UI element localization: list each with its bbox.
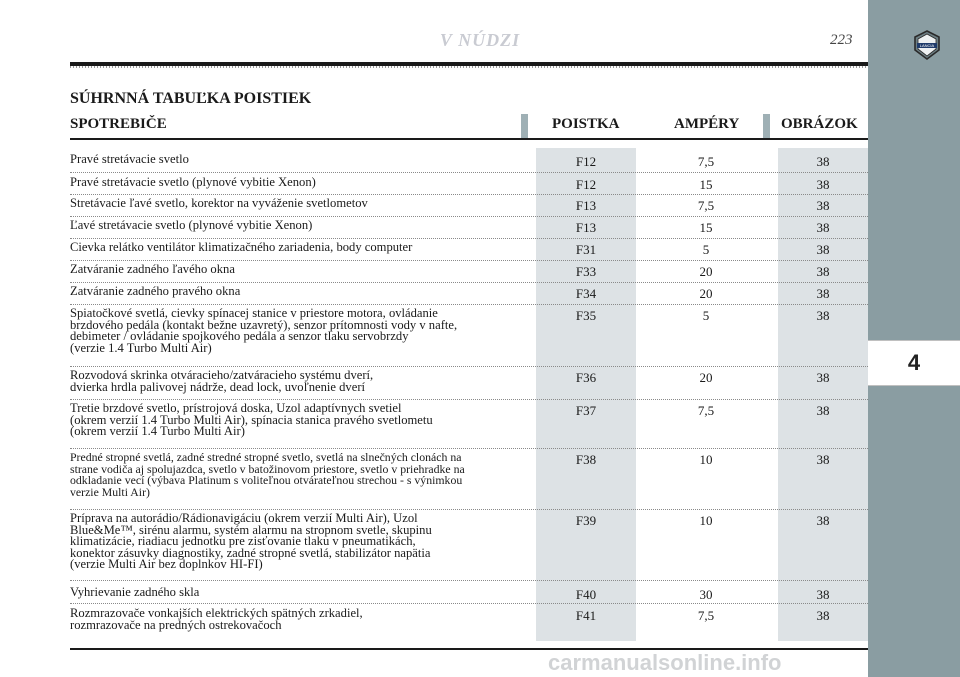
cell-figure: 38 xyxy=(816,587,830,602)
consumer-line: Zatváranie zadného pravého okna xyxy=(70,284,241,298)
consumer-line: dvierka hrdla palivovej nádrže, dead lock, uvoľnenie dverí xyxy=(70,379,366,394)
cell-amperes: 15 xyxy=(699,177,713,192)
consumer-line: konektor zásuvky diagnostiky, zadné stropné svetlá, stabilizátor napätia xyxy=(70,545,431,560)
cell-amperes: 20 xyxy=(699,286,713,301)
cell-amperes: 30 xyxy=(699,587,713,602)
page-number: 223 xyxy=(830,32,853,48)
row-consumer xyxy=(70,608,520,631)
cell-fuse: F34 xyxy=(575,286,597,301)
header-bottom-rule xyxy=(70,138,868,140)
cell-amperes: 7,5 xyxy=(697,154,715,169)
row-consumer xyxy=(70,154,520,166)
consumer-line: rozmrazovače na predných ostrekovačoch xyxy=(70,617,282,632)
consumer-line: klimatizácie, riadiacu jednotku pre zisťovanie tlaku v pneumatikách, xyxy=(70,534,416,548)
cell-figure: 38 xyxy=(816,286,830,301)
figure-header-band xyxy=(763,114,770,138)
cell-fuse: F13 xyxy=(575,220,597,235)
consumer-line: Stretávacie ľavé svetlo, korektor na vyváženie svetlometov xyxy=(70,196,368,210)
consumer-line: (verzie Multi Air bez doplnkov HI-FI) xyxy=(70,557,263,571)
cell-amperes: 5 xyxy=(702,242,710,257)
consumer-line: odkladanie vecí (výbava Platinum s voliteľnou otvárateľnou strechou - s výnimkou xyxy=(70,473,463,487)
cell-figure: 38 xyxy=(816,177,830,192)
cell-figure: 38 xyxy=(816,370,830,385)
section-title: V NÚDZI xyxy=(439,30,521,50)
row-consumer xyxy=(70,264,520,276)
cell-fuse: F40 xyxy=(575,587,597,602)
consumer-line: Spiatočkové svetlá, cievky spínacej stanice v priestore motora, ovládanie xyxy=(70,306,438,320)
row-divider xyxy=(70,238,868,239)
header-rule-dots xyxy=(70,66,868,68)
col-header-fuse: POISTKA xyxy=(552,116,620,132)
cell-figure: 38 xyxy=(816,242,830,257)
row-consumer xyxy=(70,286,520,298)
cell-figure: 38 xyxy=(816,220,830,235)
cell-amperes: 7,5 xyxy=(697,198,715,213)
row-consumer xyxy=(70,587,520,599)
logo-text: LANCIA xyxy=(919,43,935,48)
row-consumer xyxy=(70,403,520,438)
row-divider xyxy=(70,216,868,217)
cell-fuse: F36 xyxy=(575,370,597,385)
table-title: SÚHRNNÁ TABUĽKA POISTIEK xyxy=(70,90,312,107)
fuse-header-band xyxy=(521,114,528,138)
consumer-line: strane vodiča aj spolujazdca, svetlo v batožinovom priestore, svetlo v priehradke na xyxy=(70,461,465,476)
consumer-line: Cievka relátko ventilátor klimatizačného zariadenia, body computer xyxy=(70,240,413,254)
row-divider xyxy=(70,399,868,400)
consumer-line: Vyhrievanie zadného skla xyxy=(70,585,200,599)
cell-fuse: F33 xyxy=(575,264,597,279)
cell-amperes: 20 xyxy=(699,370,713,385)
consumer-line: Pravé stretávacie svetlo xyxy=(70,152,189,166)
cell-amperes: 7,5 xyxy=(697,608,715,623)
row-consumer xyxy=(70,513,520,571)
consumer-line: Príprava na autorádio/Rádionavigáciu (okrem verzií Multi Air), Uzol xyxy=(70,511,418,525)
cell-fuse: F13 xyxy=(575,198,597,213)
cell-figure: 38 xyxy=(816,154,830,169)
col-header-figure: OBRÁZOK xyxy=(781,116,858,132)
cell-amperes: 5 xyxy=(702,308,710,323)
cell-amperes: 7,5 xyxy=(697,403,715,418)
cell-fuse: F38 xyxy=(575,452,597,467)
cell-fuse: F41 xyxy=(575,608,597,623)
row-divider xyxy=(70,172,868,173)
cell-figure: 38 xyxy=(816,308,830,323)
consumer-line: Blue&Me™, sirénu alarmu, systém alarmu na stropnom svetle, skupinu xyxy=(70,522,432,537)
consumer-line: Zatváranie zadného ľavého okna xyxy=(70,262,235,276)
chapter-sidebar xyxy=(868,0,960,677)
consumer-line: Predné stropné svetlá, zadné stredné stropné svetlo, svetlá na slnečných clonách na xyxy=(70,450,462,464)
row-divider xyxy=(70,603,868,604)
cell-amperes: 10 xyxy=(699,513,713,528)
row-divider xyxy=(70,304,868,305)
cell-fuse: F35 xyxy=(575,308,597,323)
cell-figure: 38 xyxy=(816,264,830,279)
consumer-line: Tretie brzdové svetlo, prístrojová doska, Uzol adaptívnych svetiel xyxy=(70,401,402,415)
row-consumer xyxy=(70,242,520,254)
chapter-tab[interactable]: 4 xyxy=(868,340,960,386)
cell-figure: 38 xyxy=(816,452,830,467)
cell-figure: 38 xyxy=(816,513,830,528)
cell-fuse: F12 xyxy=(575,177,597,192)
row-consumer xyxy=(70,370,520,393)
consumer-line: debimeter / ovládanie spojkového pedála a senzor tlaku servobrzdy xyxy=(70,329,409,343)
cell-fuse: F37 xyxy=(575,403,597,418)
consumer-line: Pravé stretávacie svetlo (plynové vybitie Xenon) xyxy=(70,175,316,189)
row-consumer xyxy=(70,452,520,498)
row-divider xyxy=(70,580,868,581)
row-divider xyxy=(70,448,868,449)
cell-figure: 38 xyxy=(816,403,830,418)
cell-fuse: F12 xyxy=(575,154,597,169)
cell-amperes: 15 xyxy=(699,220,713,235)
row-consumer xyxy=(70,220,520,232)
cell-amperes: 10 xyxy=(699,452,713,467)
col-header-amperes: AMPÉRY xyxy=(674,116,740,132)
consumer-line: (okrem verzií 1.4 Turbo Multi Air) xyxy=(70,424,245,438)
cell-fuse: F39 xyxy=(575,513,597,528)
cell-fuse: F31 xyxy=(575,242,597,257)
consumer-line: (verzie 1.4 Turbo Multi Air) xyxy=(70,340,212,355)
consumer-line: Ľavé stretávacie svetlo (plynové vybitie Xenon) xyxy=(70,218,313,232)
consumer-line: brzdového pedála (kontakt bežne uzavretý), senzor prítomnosti vody v nafte, xyxy=(70,317,458,332)
watermark: carmanualsonline.info xyxy=(548,650,782,675)
consumer-line: Rozmrazovače vonkajších elektrických spätných zrkadiel, xyxy=(70,606,363,620)
row-divider xyxy=(70,260,868,261)
row-divider xyxy=(70,366,868,367)
row-divider xyxy=(70,509,868,510)
row-consumer xyxy=(70,308,520,354)
cell-amperes: 20 xyxy=(699,264,713,279)
row-consumer xyxy=(70,177,520,189)
cell-figure: 38 xyxy=(816,608,830,623)
row-divider xyxy=(70,194,868,195)
consumer-line: (okrem verzií 1.4 Turbo Multi Air), spínacia stanica pravého svetlometu xyxy=(70,412,433,427)
row-consumer xyxy=(70,198,520,210)
col-header-consumer: SPOTREBIČE xyxy=(70,116,167,132)
row-divider xyxy=(70,282,868,283)
consumer-line: Rozvodová skrinka otváracieho/zatváracieho systému dverí, xyxy=(70,368,374,382)
cell-figure: 38 xyxy=(816,198,830,213)
consumer-line: verzie Multi Air) xyxy=(70,484,150,499)
